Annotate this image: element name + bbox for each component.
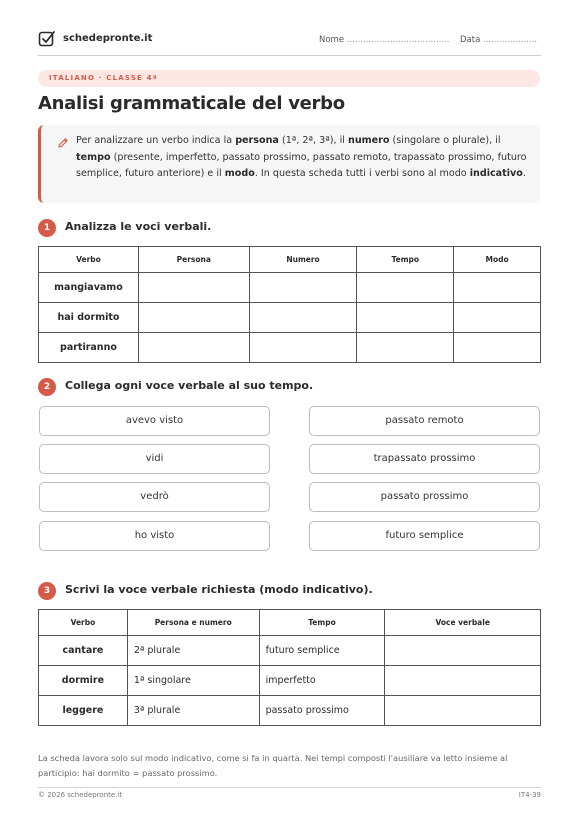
name-blank: ...................................... xyxy=(346,35,450,45)
footer-divider xyxy=(38,787,541,788)
note-segment: (presente, imperfetto, passato prossimo, passato remoto, trapassato prossimo, futuro semplice, futuro anteriore) e il xyxy=(76,151,527,179)
section-number: 1 xyxy=(38,219,56,237)
answer-cell[interactable] xyxy=(385,696,541,726)
answer-cell[interactable] xyxy=(454,273,541,303)
person-cell: 3ª plurale xyxy=(127,696,259,726)
answer-cell[interactable] xyxy=(249,273,357,303)
column-header: Voce verbale xyxy=(385,610,541,636)
answer-cell[interactable] xyxy=(385,666,541,696)
date-blank: .................... xyxy=(483,35,538,45)
page-title: Analisi grammaticale del verbo xyxy=(38,93,345,114)
match-left-item[interactable]: avevo visto xyxy=(39,406,270,436)
column-header: Verbo xyxy=(39,610,128,636)
instruction-note xyxy=(38,125,540,203)
verb-cell: dormire xyxy=(39,666,128,696)
page-header xyxy=(38,30,541,56)
verb-cell: mangiavamo xyxy=(39,273,139,303)
tense-cell: futuro semplice xyxy=(259,636,385,666)
person-cell: 2ª plurale xyxy=(127,636,259,666)
column-header: Numero xyxy=(249,247,357,273)
match-right-item[interactable]: passato prossimo xyxy=(309,482,540,512)
note-segment: (singolare o plurale), il xyxy=(389,135,501,146)
note-segment: . In questa scheda tutti i verbi sono al modo xyxy=(254,168,470,179)
section-number: 3 xyxy=(38,582,56,600)
conjugation-table xyxy=(38,609,541,726)
name-label: Nome xyxy=(319,35,345,45)
answer-cell[interactable] xyxy=(454,303,541,333)
note-keyword: numero xyxy=(348,135,390,146)
match-right-item[interactable]: trapassato prossimo xyxy=(309,444,540,474)
section-title: Analizza le voci verbali. xyxy=(65,220,212,233)
footer-note: La scheda lavora solo sul modo indicativo, come si fa in quarta. Nei tempi composti l'ausiliare va letto insieme al participio: hai dormito = passato prossimo. xyxy=(38,753,508,778)
note-keyword: persona xyxy=(235,135,279,146)
note-segment: Per analizzare un verbo indica la xyxy=(76,135,236,146)
column-header: Tempo xyxy=(259,610,385,636)
note-segment: (1ª, 2ª, 3ª), il xyxy=(278,135,348,146)
table-row xyxy=(39,303,541,333)
instruction-text xyxy=(76,133,536,183)
checkbox-logo-icon xyxy=(38,30,56,48)
pencil-icon xyxy=(57,137,69,149)
tense-cell: passato prossimo xyxy=(259,696,385,726)
date-field[interactable] xyxy=(460,35,537,45)
person-cell: 1ª singolare xyxy=(127,666,259,696)
verb-cell: cantare xyxy=(39,636,128,666)
verb-cell: hai dormito xyxy=(39,303,139,333)
verb-cell: leggere xyxy=(39,696,128,726)
answer-cell[interactable] xyxy=(138,273,249,303)
column-header: Persona xyxy=(138,247,249,273)
answer-cell[interactable] xyxy=(385,636,541,666)
column-header: Verbo xyxy=(39,247,139,273)
answer-cell[interactable] xyxy=(357,333,454,363)
analysis-table xyxy=(38,246,541,363)
brand-name: schedepronte.it xyxy=(63,33,153,44)
column-header: Tempo xyxy=(357,247,454,273)
copyright: © 2026 schedepronte.it xyxy=(38,791,123,799)
name-field[interactable] xyxy=(319,35,449,45)
section-title: Scrivi la voce verbale richiesta (modo indicativo). xyxy=(65,583,373,596)
answer-cell[interactable] xyxy=(454,333,541,363)
note-segment: . xyxy=(522,168,526,179)
column-header: Modo xyxy=(454,247,541,273)
table-row xyxy=(39,333,541,363)
section-number: 2 xyxy=(38,378,56,396)
section-title: Collega ogni voce verbale al suo tempo. xyxy=(65,379,314,392)
table-row xyxy=(39,273,541,303)
subject-badge xyxy=(38,70,540,87)
answer-cell[interactable] xyxy=(357,273,454,303)
answer-cell[interactable] xyxy=(138,303,249,333)
match-left-item[interactable]: vidi xyxy=(39,444,270,474)
match-left-item[interactable]: vedrò xyxy=(39,482,270,512)
column-header: Persona e numero xyxy=(127,610,259,636)
match-right-item[interactable]: futuro semplice xyxy=(309,521,540,551)
sheet-code: IT4-39 xyxy=(518,791,541,799)
verb-cell: partiranno xyxy=(39,333,139,363)
subject-badge-label: ITALIANO · CLASSE 4ª xyxy=(49,74,158,82)
table-row xyxy=(39,696,541,726)
note-keyword: indicativo xyxy=(469,168,523,179)
table-row xyxy=(39,666,541,696)
match-left-item[interactable]: ho visto xyxy=(39,521,270,551)
note-keyword: tempo xyxy=(76,151,111,163)
answer-cell[interactable] xyxy=(249,333,357,363)
date-label: Data xyxy=(460,35,481,45)
answer-cell[interactable] xyxy=(138,333,249,363)
answer-cell[interactable] xyxy=(249,303,357,333)
tense-cell: imperfetto xyxy=(259,666,385,696)
match-right-item[interactable]: passato remoto xyxy=(309,406,540,436)
table-row xyxy=(39,636,541,666)
answer-cell[interactable] xyxy=(357,303,454,333)
note-keyword: modo xyxy=(224,168,255,179)
